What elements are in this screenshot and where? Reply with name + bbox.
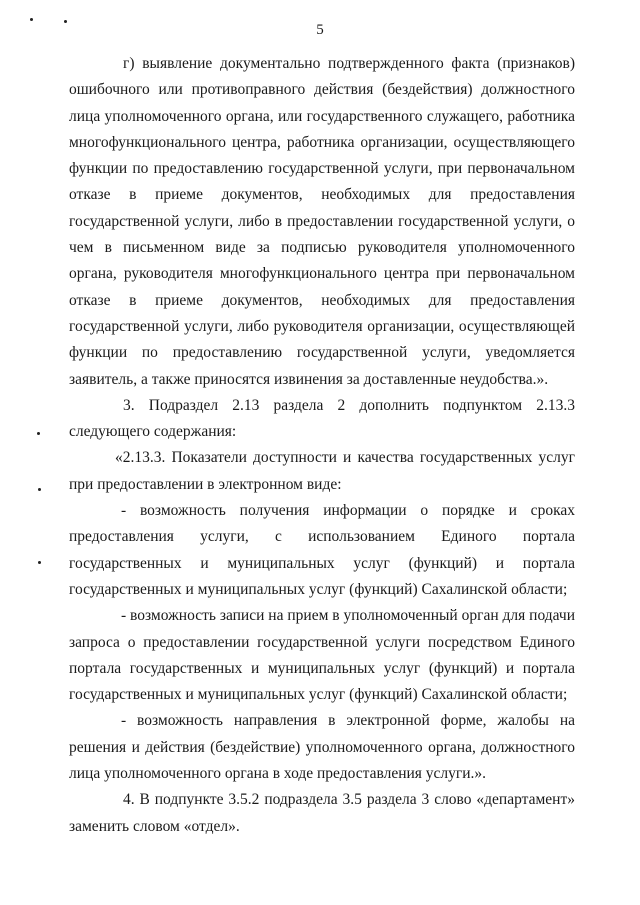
document-body: [69, 51, 575, 840]
scan-speck: [37, 432, 40, 435]
page-number: 5: [316, 22, 324, 38]
paragraph-2-13-3: «2.13.3. Показатели доступности и качества государственных услуг при предоставлении в электронном виде:: [69, 449, 575, 493]
bullet-appointment: - возможность записи на прием в уполномоченный орган для подачи запроса о предоставлении государственной услуги посредством Единого портала государственных и муниципальных услуг (функций) и портала государственных и муниципальных услуг (функций) Сахалинской области;: [69, 607, 575, 704]
scan-speck: [64, 20, 67, 23]
scan-speck: [30, 18, 33, 21]
scan-speck: [38, 561, 41, 564]
bullet-complaint: - возможность направления в электронной форме, жалобы на решения и действия (бездействие) уполномоченного органа, должностного лица уполномоченного органа в ходе предоставления услуги.».: [69, 712, 575, 783]
paragraph-g: г) выявление документально подтвержденного факта (признаков) ошибочного или противоправного действия (бездействия) должностного лица уполномоченного органа, или государственного служащего, работника многофункционального центра, работника организации, осуществляющего функции по предоставлению государственной услуги, при первоначальном отказе в приеме документов, необходимых для предоставления государственной услуги, либо в предоставлении государственной услуги, о чем в письменном виде за подписью руководителя уполномоченного органа, руководителя многофункционального центра при первоначальном отказе в приеме документов, необходимых для предоставления государственной услуги, либо руководителя организации, осуществляющей функции по предоставлению государственной услуги, уведомляется заявитель, а также приносятся извинения за доставленные неудобства.».: [69, 55, 575, 388]
bullet-info-access: - возможность получения информации о порядке и сроках предоставления услуги, с использованием Единого портала государственных и муниципальных услуг (функций) и портала государственных и муниципальных услуг (функций) Сахалинской области;: [69, 502, 575, 598]
scan-speck: [38, 488, 41, 491]
paragraph-item-4: 4. В подпункте 3.5.2 подраздела 3.5 раздела 3 слово «департамент» заменить словом «отдел».: [69, 791, 575, 835]
paragraph-item-3: 3. Подраздел 2.13 раздела 2 дополнить подпунктом 2.13.3 следующего содержания:: [69, 396, 575, 441]
